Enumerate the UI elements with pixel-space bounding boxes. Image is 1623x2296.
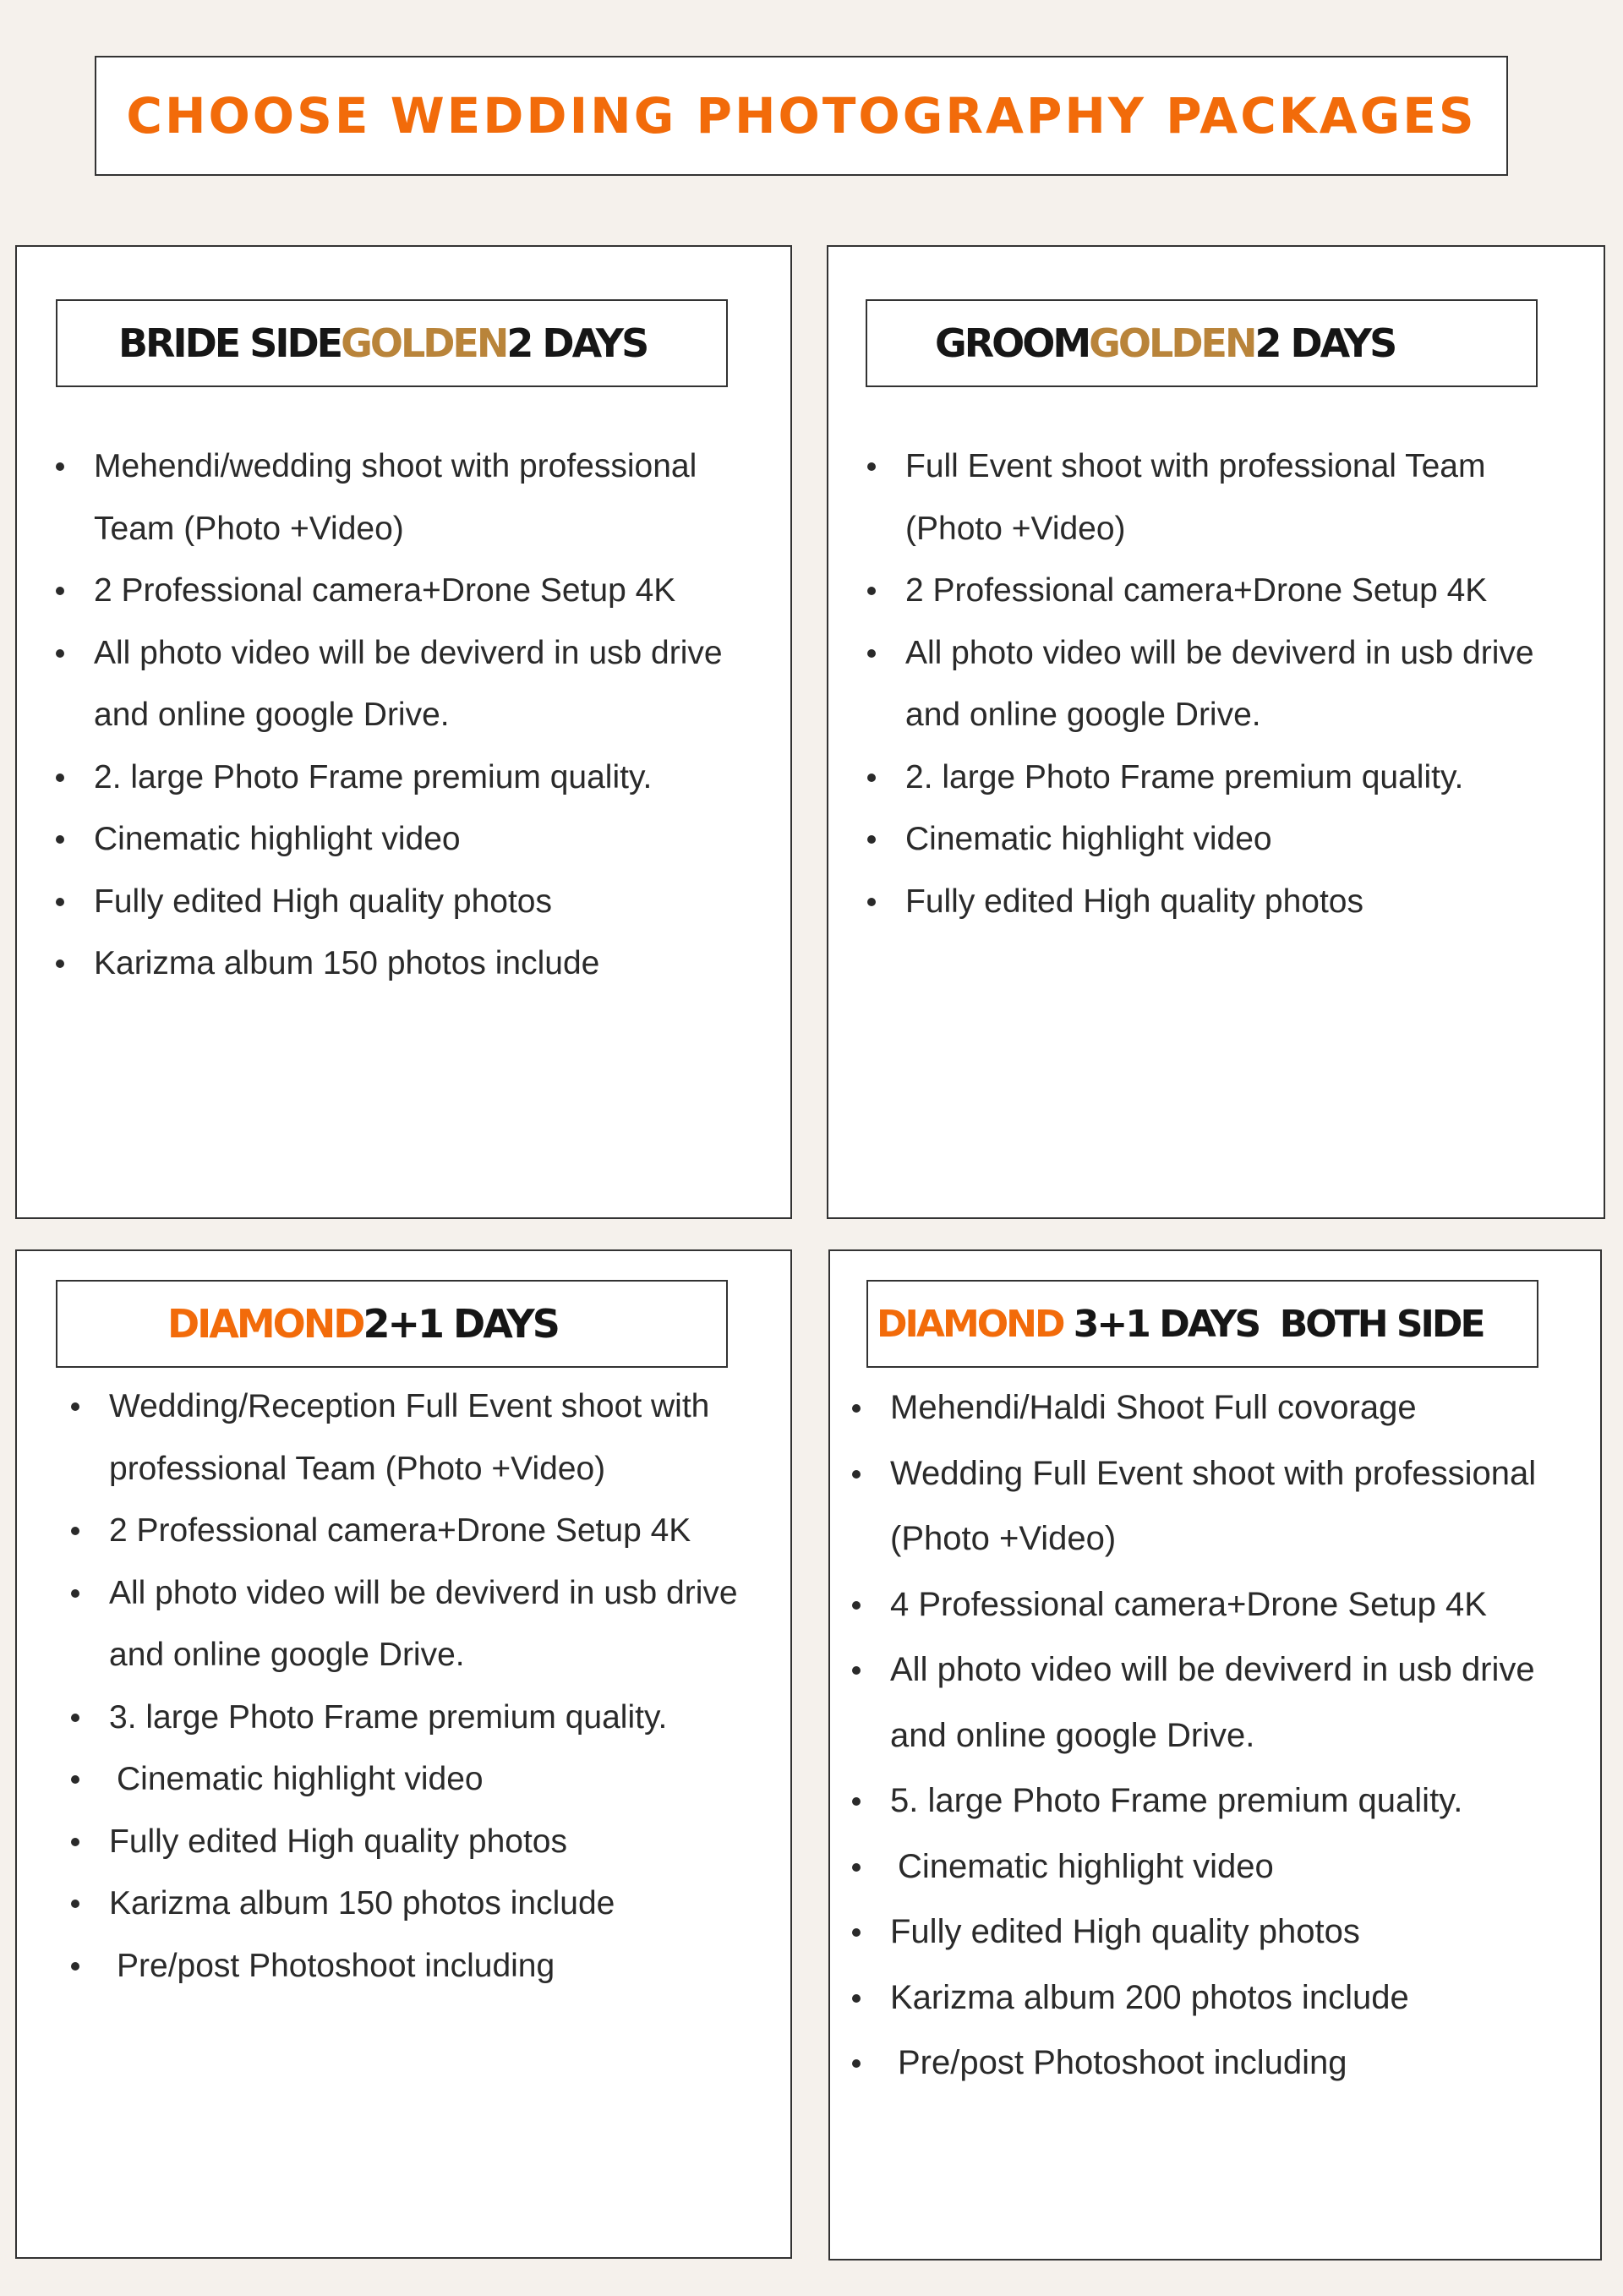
heading-days: 2 DAYS	[1254, 320, 1396, 366]
feature-item: 4 Professional camera+Drone Setup 4K	[852, 1572, 1596, 1638]
feature-item: Mehendi/wedding shoot with professional Team (Photo +Video)	[56, 435, 766, 560]
feature-text: Cinematic highlight video	[898, 1847, 1274, 1885]
heading-tier: GOLDEN	[341, 320, 507, 366]
feature-item: 2 Professional camera+Drone Setup 4K	[71, 1500, 778, 1562]
feature-item	[852, 1834, 1596, 1900]
feature-item: 2 Professional camera+Drone Setup 4K	[867, 560, 1577, 622]
heading-tier: GOLDEN	[1089, 320, 1255, 366]
feature-item: All photo video will be deviverd in usb drive and online google Drive.	[71, 1562, 778, 1686]
heading-part: BRIDE SIDE	[118, 320, 342, 366]
feature-item: Fully edited High quality photos	[71, 1811, 778, 1873]
heading-days: 3+1 DAYS BOTH SIDE	[1063, 1302, 1484, 1346]
feature-text: Pre/post Photoshoot including	[117, 1947, 555, 1984]
feature-item: 2 Professional camera+Drone Setup 4K	[56, 560, 766, 622]
feature-item: Wedding/Reception Full Event shoot with professional Team (Photo +Video)	[71, 1375, 778, 1500]
feature-item: All photo video will be deviverd in usb drive and online google Drive.	[852, 1637, 1596, 1768]
feature-item: All photo video will be deviverd in usb drive and online google Drive.	[867, 622, 1577, 746]
page-title: CHOOSE WEDDING PHOTOGRAPHY PACKAGES	[126, 87, 1477, 145]
heading-part: GROOM	[935, 320, 1090, 366]
feature-item: 2. large Photo Frame premium quality.	[867, 746, 1577, 809]
feature-item: 5. large Photo Frame premium quality.	[852, 1768, 1596, 1834]
package-heading-diamond-3-1	[866, 1280, 1538, 1368]
feature-item: Karizma album 150 photos include	[71, 1872, 778, 1935]
feature-item: Fully edited High quality photos	[852, 1900, 1596, 1965]
feature-item: Karizma album 150 photos include	[56, 932, 766, 995]
package-heading-diamond-2-1	[56, 1280, 728, 1368]
heading-days: 2 DAYS	[506, 320, 648, 366]
feature-list-diamond-3-1	[852, 1375, 1596, 2096]
feature-list-bride-golden	[56, 435, 766, 995]
feature-item: Fully edited High quality photos	[867, 871, 1577, 933]
feature-item: All photo video will be deviverd in usb drive and online google Drive.	[56, 622, 766, 746]
feature-item: Cinematic highlight video	[56, 808, 766, 871]
feature-item: Fully edited High quality photos	[56, 871, 766, 933]
heading-days: 2+1 DAYS	[363, 1301, 558, 1347]
feature-item: Cinematic highlight video	[867, 808, 1577, 871]
feature-item	[71, 1935, 778, 1998]
feature-list-groom-golden	[867, 435, 1577, 932]
feature-text: Cinematic highlight video	[117, 1761, 484, 1797]
feature-item: Wedding Full Event shoot with professional (Photo +Video)	[852, 1441, 1596, 1572]
feature-item	[71, 1748, 778, 1811]
page-title-box	[95, 56, 1508, 176]
feature-item: Karizma album 200 photos include	[852, 1965, 1596, 2031]
feature-item: 2. large Photo Frame premium quality.	[56, 746, 766, 809]
package-heading-bride-golden	[56, 299, 728, 387]
feature-item	[852, 2031, 1596, 2096]
feature-item: Mehendi/Haldi Shoot Full covorage	[852, 1375, 1596, 1441]
package-heading-groom-golden	[866, 299, 1538, 387]
heading-tier: DIAMOND	[877, 1302, 1063, 1346]
feature-list-diamond-2-1	[71, 1375, 778, 1997]
feature-item: Full Event shoot with professional Team (Photo +Video)	[867, 435, 1577, 560]
heading-tier: DIAMOND	[167, 1301, 363, 1347]
feature-item: 3. large Photo Frame premium quality.	[71, 1686, 778, 1749]
feature-text: Pre/post Photoshoot including	[898, 2044, 1347, 2081]
